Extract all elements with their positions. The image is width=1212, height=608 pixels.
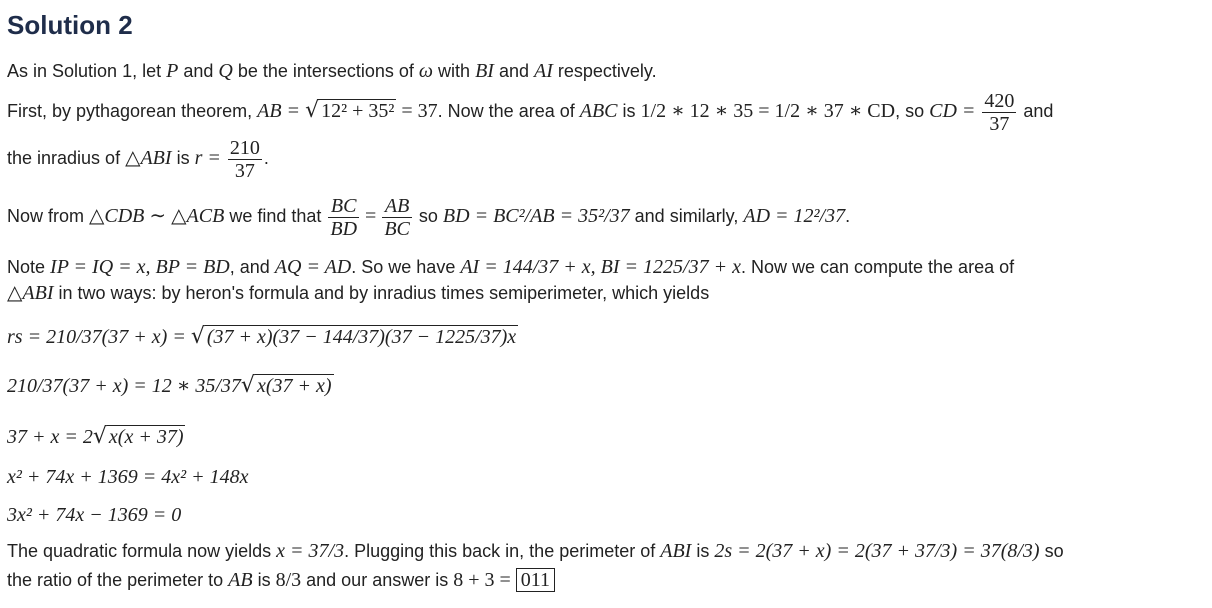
math-area: 1/2 ∗ 12 ∗ 35 = 1/2 ∗ 37 ∗ CD bbox=[640, 100, 896, 122]
text: be the intersections of bbox=[232, 61, 419, 81]
math-x-value: x = 37/3 bbox=[276, 540, 345, 562]
math-bd: BD = BC²/AB = 35²/37 bbox=[442, 205, 630, 227]
paragraph-pythagorean bbox=[7, 90, 1053, 134]
math-triangle-abi: △ABI bbox=[7, 282, 54, 304]
math-ratio: 8/3 bbox=[275, 569, 302, 591]
equation-1 bbox=[7, 322, 518, 352]
equation-3 bbox=[7, 422, 185, 452]
text: respectively. bbox=[552, 61, 657, 81]
math-equals: = bbox=[365, 205, 377, 227]
paragraph-answer bbox=[7, 568, 555, 592]
text: with bbox=[433, 61, 476, 81]
math-ai-bi: AI = 144/37 + x, BI = 1225/37 + x bbox=[460, 256, 741, 278]
boxed-answer: 011 bbox=[516, 568, 555, 592]
paragraph-quadratic bbox=[7, 539, 1064, 563]
math-cd: CD = bbox=[929, 100, 981, 122]
text: is bbox=[171, 148, 195, 168]
text: the ratio of the perimeter to bbox=[7, 570, 229, 590]
text: so bbox=[413, 206, 443, 226]
math-sum: 8 + 3 = bbox=[453, 569, 516, 591]
text: . Now the area of bbox=[437, 101, 580, 121]
math-q: Q bbox=[218, 60, 233, 82]
solution-heading: Solution 2 bbox=[7, 10, 133, 40]
text: and bbox=[178, 61, 219, 81]
text: Now from bbox=[7, 206, 90, 226]
equation-2 bbox=[7, 371, 334, 401]
paragraph-intro bbox=[7, 59, 657, 83]
sqrt-expression bbox=[305, 90, 396, 132]
math-perimeter: 2s = 2(37 + x) = 2(37 + 37/3) = 37(8/3) bbox=[714, 540, 1040, 562]
numerator: 420 bbox=[984, 89, 1015, 112]
text: First, by pythagorean theorem, bbox=[7, 101, 258, 121]
math-aq: AQ = AD bbox=[274, 256, 352, 278]
text: , and bbox=[229, 257, 275, 277]
radicand: (37 + x)(37 − 144/37)(37 − 1225/37)x bbox=[206, 326, 517, 348]
text: is bbox=[617, 101, 641, 121]
text: . Plugging this back in, the perimeter of bbox=[344, 541, 661, 561]
radical-sign: √ bbox=[305, 98, 320, 123]
fraction-inradius bbox=[228, 138, 262, 181]
paragraph-inradius bbox=[7, 137, 269, 181]
text: the inradius of bbox=[7, 148, 126, 168]
denominator: BC bbox=[384, 217, 410, 240]
denominator: 37 bbox=[228, 159, 262, 181]
equation-lhs: rs = 210/37(37 + x) = bbox=[7, 326, 191, 348]
text: so bbox=[1039, 541, 1064, 561]
denominator: BD bbox=[330, 217, 358, 240]
fraction-cd bbox=[982, 91, 1016, 134]
numerator: 210 bbox=[229, 136, 260, 159]
equation-lhs: 37 + x = 2 bbox=[7, 426, 93, 448]
paragraph-note bbox=[7, 255, 1014, 279]
numerator: AB bbox=[384, 194, 410, 217]
text: is bbox=[691, 541, 715, 561]
solution-page bbox=[7, 0, 1207, 608]
radical-sign: √ bbox=[190, 324, 205, 349]
math-ab: AB = bbox=[257, 100, 306, 122]
math-ai: AI bbox=[534, 60, 553, 82]
equation-5: 3x² + 74x − 1369 = 0 bbox=[7, 504, 182, 526]
text: in two ways: by heron's formula and by inradius times semiperimeter, which yields bbox=[53, 283, 710, 303]
fraction-ab-bc bbox=[382, 196, 412, 239]
text: . bbox=[263, 148, 269, 168]
text: . bbox=[845, 206, 851, 226]
text: is bbox=[252, 570, 276, 590]
paragraph-similarity bbox=[7, 195, 850, 239]
math-equalities: IP = IQ = x, BP = BD bbox=[50, 256, 230, 278]
text: , so bbox=[895, 101, 930, 121]
math-triangle-abi: △ABI bbox=[125, 147, 172, 169]
radicand: x(x + 37) bbox=[108, 426, 184, 448]
text: and bbox=[493, 61, 534, 81]
text: and bbox=[1018, 101, 1054, 121]
text: . Now we can compute the area of bbox=[740, 257, 1015, 277]
text: we find that bbox=[224, 206, 327, 226]
numerator: BC bbox=[330, 194, 357, 217]
math-bi: BI bbox=[475, 60, 494, 82]
math-omega: ω bbox=[418, 60, 434, 82]
sqrt-expression bbox=[93, 422, 186, 452]
equation-4: x² + 74x + 1369 = 4x² + 148x bbox=[7, 466, 249, 488]
sqrt-expression bbox=[191, 322, 518, 352]
radical-sign: √ bbox=[240, 373, 255, 398]
math-abi: ABI bbox=[660, 540, 692, 562]
math-p: P bbox=[166, 60, 179, 82]
text: and our answer is bbox=[301, 570, 454, 590]
fraction-bc-bd bbox=[328, 196, 359, 239]
math-similar-triangles: △CDB ∼ △ACB bbox=[89, 205, 225, 227]
radicand: x(37 + x) bbox=[256, 375, 332, 397]
text: and similarly, bbox=[629, 206, 744, 226]
math-r: r = bbox=[194, 147, 226, 169]
denominator: 37 bbox=[982, 112, 1016, 134]
paragraph-heron bbox=[7, 281, 709, 305]
math-ad: AD = 12²/37 bbox=[743, 205, 846, 227]
text: The quadratic formula now yields bbox=[7, 541, 277, 561]
text: . So we have bbox=[351, 257, 461, 277]
text: Note bbox=[7, 257, 51, 277]
math-abc: ABC bbox=[579, 100, 618, 122]
math-ab: AB bbox=[228, 569, 253, 591]
radical-sign: √ bbox=[92, 424, 107, 449]
sqrt-expression bbox=[241, 371, 334, 401]
equation-lhs: 210/37(37 + x) = 12 ∗ 35/37 bbox=[7, 375, 241, 397]
text: As in Solution 1, let bbox=[7, 61, 167, 81]
math-result: = 37 bbox=[396, 100, 438, 122]
radicand: 12² + 35² bbox=[321, 100, 395, 122]
